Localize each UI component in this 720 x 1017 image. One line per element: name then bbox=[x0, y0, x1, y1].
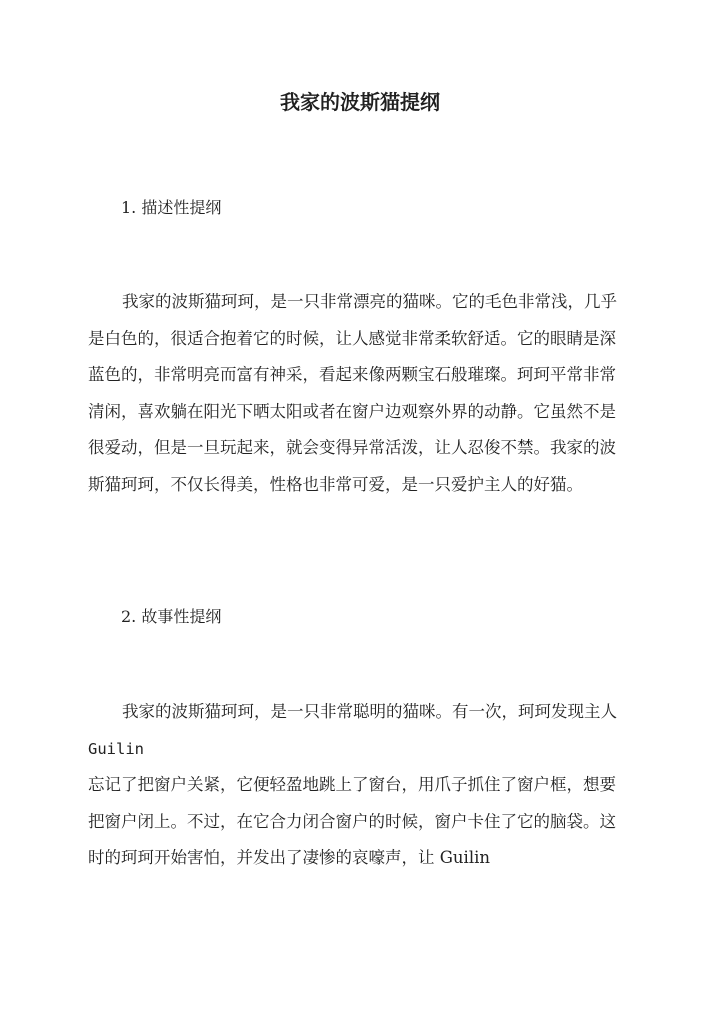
section-heading-story: 2. 故事性提纲 bbox=[121, 607, 222, 626]
paragraph-line: 忘记了把窗户关紧，它便轻盈地跳上了窗台，用爪子抓住了窗户框，想要 bbox=[88, 775, 616, 794]
paragraph-line: 斯猫珂珂，不仅长得美，性格也非常可爱，是一只爱护主人的好猫。 bbox=[88, 474, 583, 494]
paragraph-line: 是白色的，很适合抱着它的时候，让人感觉非常柔软舒适。它的眼睛是深 bbox=[88, 328, 616, 348]
paragraph-line: 我家的波斯猫珂珂，是一只非常漂亮的猫咪。它的毛色非常浅，几乎 bbox=[122, 292, 617, 311]
paragraph-line: 时的珂珂开始害怕，并发出了凄惨的哀嚎声，让 Guilin bbox=[88, 848, 491, 867]
document-title: 我家的波斯猫提纲 bbox=[280, 90, 440, 114]
paragraph-line-name: Guilin bbox=[88, 739, 144, 758]
paragraph-line: 清闲，喜欢躺在阳光下晒太阳或者在窗户边观察外界的动静。它虽然不是 bbox=[88, 401, 616, 421]
paragraph-line: 蓝色的，非常明亮而富有神采，看起来像两颗宝石般璀璨。珂珂平常非常 bbox=[88, 365, 616, 384]
paragraph-line: 我家的波斯猫珂珂，是一只非常聪明的猫咪。有一次，珂珂发现主人 bbox=[122, 702, 617, 721]
section-paragraph-descriptive bbox=[88, 284, 633, 503]
section-heading-descriptive: 1. 描述性提纲 bbox=[121, 198, 222, 217]
section-paragraph-story bbox=[88, 694, 633, 877]
paragraph-line: 很爱动，但是一旦玩起来，就会变得异常活泼，让人忍俊不禁。我家的波 bbox=[88, 438, 616, 457]
paragraph-line: 把窗户闭上。不过，在它合力闭合窗户的时候，窗户卡住了它的脑袋。这 bbox=[88, 811, 616, 831]
